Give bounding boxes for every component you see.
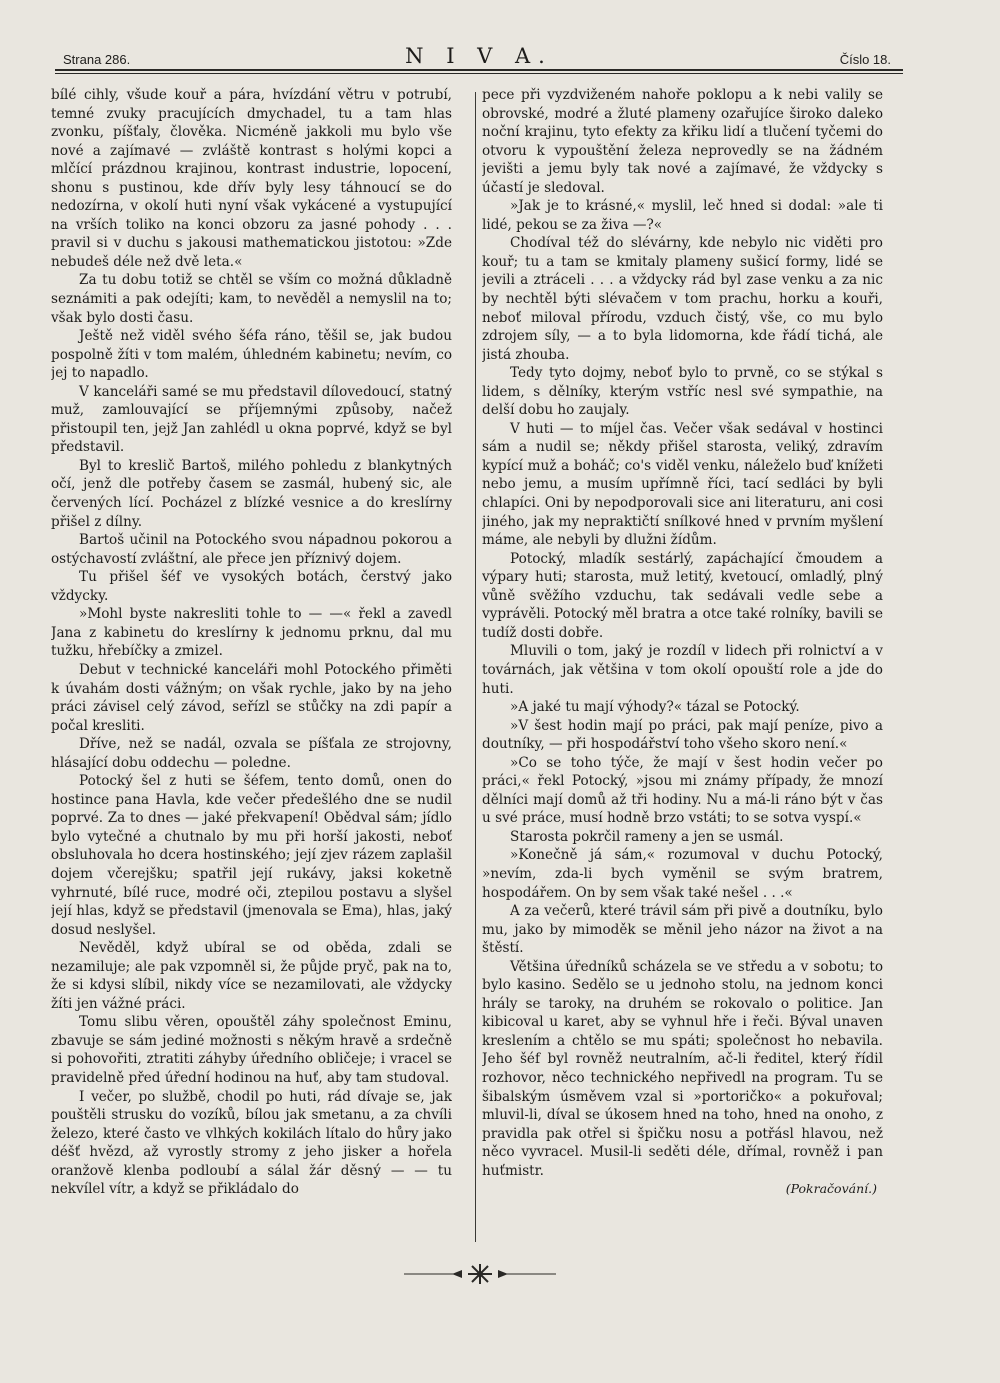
right-column	[482, 86, 883, 1246]
paragraph: Debut v technické kanceláři mohl Potockého přiměti k úvahám dosti vážným; on však rychle, jako by na jeho práci závisel celý závod, seřízl se stůčky na zdi papír a počal kresliti.	[51, 661, 452, 734]
paragraph: Mluvili o tom, jaký je rozdíl v lidech při rolnictví a v továrnách, jak většina v tom okolí opouští role a jde do huti.	[482, 643, 883, 697]
paragraph: Většina úředníků scházela se ve středu a v sobotu; to bylo kasino. Sedělo se u jednoho stolu, na jednom konci hrály se taroky, na druhém se rokovalo o politice. Jan kibicoval u karet, aby se vyhnul hře i řeči. Býval unaven kreslením a chtělo se mu spáti; společnost ho nebavila. Jeho šéf byl rovněž neutralním, ač-li ředitel, který řídil rozhovor, něco technického nepřivedl na program. Tu se šibalským úsměvem vzal si »portoričko« a pokuřoval; mluvil-li, díval se úkosem hned na toho, hned na onoho, z pravidla pak otřel si špičku nosu a potřásl hlavou, než něco vyvracel. Musil-li seděti déle, dřímal, rovněž i pan huťmistr.	[482, 958, 883, 1179]
paragraph: Ještě než viděl svého šéfa ráno, těšil se, jak budou pospolně žíti v tom malém, úhledném kabinetu; nevím, co jej to napadlo.	[51, 328, 452, 382]
paragraph: Dříve, než se nadál, ozvala se píšťala ze strojovny, hlásající dobu oddechu — poledne.	[51, 736, 452, 771]
paragraph: Tomu slibu věren, opouštěl záhy společnost Eminu, zbavuje se sám jediné možnosti s někým hravě a srdečně si pohovořiti, ztratiti záhyby úředního obličeje; i vracel se pravidelně před úřední hodinou na huť, aby tam studoval.	[51, 1014, 452, 1086]
paragraph: bílé cihly, všude kouř a pára, hvízdání větru v potrubí, temné zvuky pracujících dmychadel, tu a tam hlas zvonku, píšťaly, člověka. Nicméně jakkoli mu bylo vše nové a zajímavé — zvláště kontrast s holými kopci a mlčící prázdnou krajinou, kontrast industrie, lopocení, shonu s pustinou, kde dřív byly lesy táhnoucí se do nedozírna, v okolí huti nyní však vykácené a vystupující na vrších toliko na konci obzoru za jasné pohody . . . pravil si v duchu s jakousi mathematickou jistotou: »Zde nebudeš déle než dvě leta.«	[51, 87, 452, 270]
page-header	[55, 44, 903, 70]
paragraph: Starosta pokrčil rameny a jen se usmál.	[510, 828, 784, 845]
fleuron-ornament-icon	[400, 1262, 560, 1286]
paragraph: »A jaké tu mají výhody?« tázal se Potocký.	[510, 699, 800, 716]
paragraph: Potocký šel z huti se šéfem, tento domů, onen do hostince pana Havla, kde večer předešlého dne se nudil poprvé. Za to dnes — jaké překvapení! Obědval sám; jídlo bylo vytečné a chutnalo by mu při horší jakosti, neboť obsluhovala ho dcera hostinského; její zjev rázem zaplašil dojem včerejšku; spatřil její rukávy, jaksi koketně vyhrnuté, bílé ruce, modré oči, ztepilou postavu a slyšel její hlas, když se představil (jmenovala se Ema), hlas, jaký dosud neslyšel.	[51, 773, 452, 938]
paragraph: Byl to kreslič Bartoš, milého pohledu z blankytných očí, jenž dle potřeby časem se zasmál, hubený sic, ale červených lící. Pocházel z blízké vesnice a do kreslírny přišel z dílny.	[51, 457, 452, 530]
paragraph: A za večerů, které trávil sám při pivě a doutníku, bylo mu, jako by mimoděk se měnil jeho názor na život a na štěstí.	[482, 903, 883, 957]
paragraph: »V šest hodin mají po práci, pak mají peníze, pivo a doutníky, — při hospodářství toho všeho skoro není.«	[482, 717, 883, 753]
paragraph: V huti — to míjel čas. Večer však sedával v hostinci sám a nudil se; někdy přišel starosta, veliký, zdravím kypící muž a boháč; co's viděl venku, náleželo buď knížeti nebo jemu, a musím upřímně říci, tací sedláci by byli chlapíci. Oni by nepodporovali sice ani literaturu, ani cosi jiného, jak my nepraktičtí snílkové hned v prvním myšlení máme, ale nebyli by dlužni žídům.	[482, 420, 883, 549]
paragraph: Nevěděl, když ubíral se od oběda, zdali se nezamiluje; ale pak vzpomněl si, že půjde pryč, pak na to, že si kdysi slíbil, nikdy více se nezamilovati, ale vždycky žíti jen vážné práci.	[51, 940, 452, 1012]
continuation-note: (Pokračování.)	[785, 1181, 877, 1197]
issue-number: Číslo 18.	[839, 52, 891, 67]
paragraph: pece při vyzdviženém nahoře poklopu a k nebi valily se obrovské, modré a žluté plameny ozařujíce široko daleko noční krajinu, tyto efekty za křiku lidí a tlučení tyčemi do otvoru k vypouštění železa neprovedly se na žádném jevišti a jemu byly tak nové a zajímavé, že vždycky s účastí je sledoval.	[482, 87, 883, 196]
journal-title: N I V A.	[405, 44, 553, 68]
paragraph: »Jak je to krásné,« myslil, leč hned si dodal: »ale ti lidé, pekou se za živa —?«	[482, 198, 883, 233]
left-column	[51, 86, 452, 1246]
column-divider	[475, 92, 476, 1242]
paragraph: Tedy tyto dojmy, neboť bylo to prvně, co se stýkal s lidem, s dělníky, kterým vstříc nesl své sympathie, na delší dobu ho zaujaly.	[482, 365, 883, 419]
paragraph: Bartoš učinil na Potockého svou nápadnou pokorou a ostýchavostí zvláštní, ale přece jen příznivý dojem.	[51, 532, 452, 567]
paragraph: Chodíval též do slévárny, kde nebylo nic viděti pro kouř; tu a tam se kmitaly plameny sušicí formy, lidé se jevili a ztráceli . . . a vždycky rád byl zase venku a za nic by nechtěl býti slévačem v tom prachu, horku a kouři, neboť miloval přírodu, vzduch čistý, vše, co mu bylo zdrojem síly, — a to byla lidomorna, kde řádí tichá, ale jistá zhouba.	[482, 235, 883, 363]
paragraph: Tu přišel šéf ve vysokých botách, čerstvý jako vždycky.	[51, 569, 452, 604]
paragraph: Za tu dobu totiž se chtěl se vším co možná důkladně seznámiti a pak odejíti; kam, to nevěděl a nemyslil na to; však bylo dosti času.	[51, 272, 452, 326]
paragraph: »Co se toho týče, že mají v šest hodin večer po práci,« řekl Potocký, »jsou mi známy případy, že mnozí dělníci mají domů až tři hodiny. Nu a má-li ráno být v čas u své práce, musí hodně brzo vstáti; to se sotva vyspí.«	[482, 754, 883, 827]
paragraph: Potocký, mladík sestárlý, zapáchající čmoudem a výpary huti; starosta, muž letitý, kvetoucí, omladlý, plný vůně svěžího vzduchu, tak sedávali vedle sebe a vyprávěli. Potocký měl bratra a otce také rolníky, bavili se tudíž dosti dobře.	[482, 550, 883, 641]
page-number: Strana 286.	[63, 52, 131, 67]
paragraph: V kanceláři samé se mu představil dílovedoucí, statný muž, zamlouvající se příjemnými způsoby, načež přistoupil ten, jejž Jan zahlédl u okna poprvé, když se byl představil.	[51, 383, 452, 456]
header-rule-thin	[55, 73, 903, 74]
header-rule-thick	[55, 69, 903, 71]
paragraph: »Mohl byste nakresliti tohle to — —« řekl a zavedl Jana z kabinetu do kreslírny k jednomu prknu, dal mu tužku, hřebíčky a zmizel.	[51, 606, 452, 660]
paragraph: »Konečně já sám,« rozumoval v duchu Potocký, »nevím, zda-li bych vyměnil se svým bratrem, hospodářem. On by sem však také nešel . . .«	[482, 847, 883, 901]
paragraph: I večer, po službě, chodil po huti, rád dívaje se, jak pouštěli strusku do vozíků, bílou jak smetanu, a za chvíli železo, které často ve vlhkých kokilách lítalo do hůry jako déšť hvězd, až vyrostly stromy z jeho jisker a hořela oranžově klenba podloubí a sálal žár děsný — — tu nekvílel vítr, a když se přikládalo do	[51, 1088, 452, 1198]
